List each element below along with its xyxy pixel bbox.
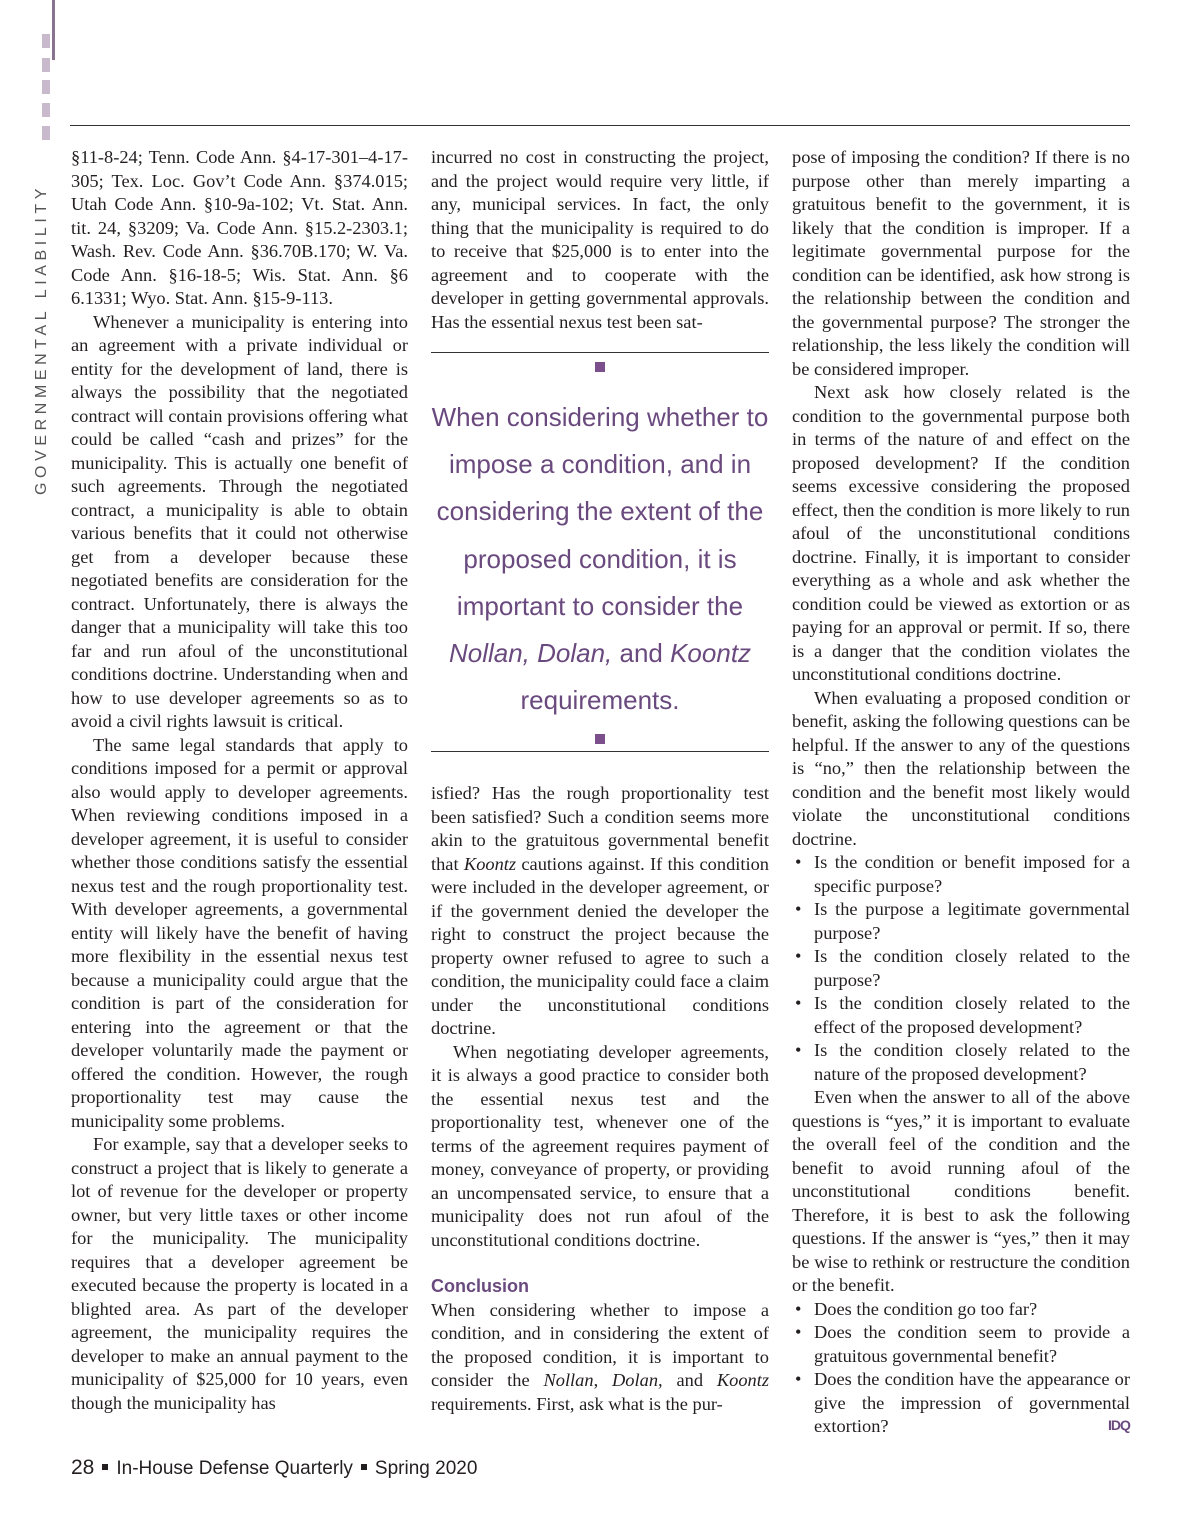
list-item: • Does the condition seem to provide a gratuitous governmental benefit? [792, 1321, 1130, 1368]
paragraph: Next ask how closely related is the condition to the governmental purpose both in terms of the nature of and effect on the proposed development? If the condition seems excessive considering the proposed effect, then the condition is more likely to run afoul of the unconstitutional conditions doctrine. Finally, it is important to consider everything as a whole and ask whether the condition could be viewed as extortion or as paying for an approval or permit. If so, there is a danger that the condition violates the unconstitutional conditions doctrine. [792, 382, 1130, 684]
list-item: • Is the condition or benefit imposed for a specific purpose? [792, 851, 1130, 898]
side-decoration [42, 0, 50, 140]
side-dash [42, 80, 50, 94]
square-icon [361, 1464, 367, 1470]
publication-name: In-House Defense Quarterly [116, 1458, 353, 1479]
side-dash [42, 126, 50, 140]
question-list [792, 851, 1130, 1086]
pull-quote-rule-bottom [431, 751, 769, 752]
pull-quote-rule-top [431, 352, 769, 353]
square-icon [595, 362, 605, 372]
column-1 [71, 146, 408, 1415]
column-2-bottom [431, 782, 769, 1416]
side-dash [42, 34, 50, 48]
paragraph: For example, say that a developer seeks to construct a project that is likely to generate a lot of revenue for the developer or property owner, but very little taxes or other income for the municipality. The municipality requires that a developer agreement be executed because the property is located in a blighted area. As part of the developer agreement, the municipality requires the developer to make an annual payment to the municipality of $25,000 for 10 years, even though the municipality has [71, 1134, 408, 1413]
column-2-top [431, 146, 769, 334]
side-dash [42, 103, 50, 117]
paragraph: §11-8-24; Tenn. Code Ann. §4-17-301–4-17-305; Tex. Loc. Gov’t Code Ann. §374.015; Utah Code Ann. §10-9a-102; Vt. Stat. Ann. tit. 24, §3209; Va. Code Ann. §15.2-2303.1; Wash. Rev. Code Ann. §36.70B.170; W. Va. Code Ann. §16-18-5; Wis. Stat. Ann. §6 6.1331; Wyo. Stat. Ann. §15-9-113. [71, 147, 408, 308]
list-item: • Is the purpose a legitimate governmental purpose? [792, 898, 1130, 945]
top-rule [70, 125, 1130, 126]
list-item: • Is the condition closely related to the purpose? [792, 945, 1130, 992]
section-label: GOVERNMENTAL LIABILITY [33, 183, 50, 495]
paragraph: When negotiating developer agreements, it is always a good practice to consider both the essential nexus test and the proportionality test, whenever one of the terms of the agreement requires payment of money, conveyance of property, or providing an uncompensated service, to ensure that a municipality does not run afoul of the unconstitutional conditions doctrine. [431, 1041, 769, 1250]
paragraph: The same legal standards that apply to conditions imposed for a permit or approval also would apply to developer agreements. When reviewing conditions imposed in a developer agreement, it is useful to consider whether those conditions satisfy the essential nexus test and the rough proportionality test. With developer agreements, a governmental entity will likely have the benefit of having more flexibility in the essential nexus test because a municipality could argue that the condition is part of the consideration for entering into the agreement or that the developer voluntarily made the payment or offered the condition. However, the rough proportionality test may cause the municipality some problems. [71, 734, 408, 1131]
square-icon [102, 1464, 108, 1470]
section-heading: Conclusion [431, 1276, 529, 1296]
pull-quote [431, 352, 769, 752]
side-line [52, 0, 55, 60]
list-item: • Does the condition go too far? [792, 1298, 1130, 1322]
paragraph: Whenever a municipality is entering into an agreement with a private individual or entity for the development of land, there is always the possibility that the negotiated contract will contain provisions offering what could be called “cash and prizes” for the municipality. This is actually one benefit of such agreements. Through the negotiated contract, a municipality is able to obtain various benefits that it could not otherwise get from a developer because these negotiated benefits are consideration for the contract. Unfortunately, there is always the danger that a municipality will take this too far and run afoul of the unconstitutional conditions doctrine. Understanding when and how to use developer agreements so as to avoid a civil rights lawsuit is critical. [71, 311, 408, 731]
list-item: • Does the condition have the appearance or give the impression of governmental extortion? [792, 1368, 1130, 1439]
column-3 [792, 146, 1130, 1439]
paragraph: When considering whether to impose a condition, and in considering the extent of the proposed condition, it is important to consider the Nollan, Dolan, and Koontz requirements. First, ask what is the pur- [431, 1299, 770, 1414]
pull-quote-text: When considering whether to impose a condition, and in considering the extent of the proposed condition, it is important to consider the Nollan, Dolan, and Koontz requirements. [431, 402, 769, 716]
idq-logo: IDQ [1108, 1417, 1130, 1433]
paragraph: When evaluating a proposed condition or benefit, asking the following questions can be helpful. If the answer to any of the questions is “no,” then the relationship between the condition and the benefit most likely would violate the unconstitutional conditions doctrine. [792, 687, 1130, 849]
paragraph: incurred no cost in constructing the project, and the project would require very little, if any, municipal services. In fact, the only thing that the municipality is required to do to receive that $25,000 is to enter into the agreement and to cooperate with the developer in getting governmental approvals. Has the essential nexus test been sat- [431, 147, 769, 332]
side-dash [42, 58, 50, 72]
paragraph: pose of imposing the condition? If there is no purpose other than merely imparting a gratuitous benefit to the government, it is likely that the condition is improper. If a legitimate governmental purpose for the condition can be identified, ask how strong is the relationship between the condition and the governmental purpose? The stronger the relationship, the less likely the condition will be considered improper. [792, 147, 1130, 379]
question-list [792, 1298, 1130, 1439]
list-item: • Is the condition closely related to the nature of the proposed development? [792, 1039, 1130, 1086]
paragraph: isfied? Has the rough proportionality test been satisfied? Such a condition seems more akin to the gratuitous governmental benefit that Koontz cautions against. If this condition were included in the developer agreement, or if the government denied the developer the right to construct the project because the property owner refused to agree to such a condition, the municipality could face a claim under the unconstitutional conditions doctrine. [431, 783, 769, 1038]
square-icon [595, 734, 605, 744]
paragraph: Even when the answer to all of the above questions is “yes,” it is important to evaluate the overall feel of the condition and the benefit to avoid running afoul of the unconstitutional conditions benefit. Therefore, it is best to ask the following questions. If the answer is “yes,” then it may be wise to rethink or restructure the condition or the benefit. [792, 1087, 1130, 1295]
list-item: • Is the condition closely related to the effect of the proposed development? [792, 992, 1130, 1039]
issue-date: Spring 2020 [374, 1458, 478, 1479]
page-footer [71, 1456, 477, 1480]
page-number: 28 [71, 1456, 95, 1479]
